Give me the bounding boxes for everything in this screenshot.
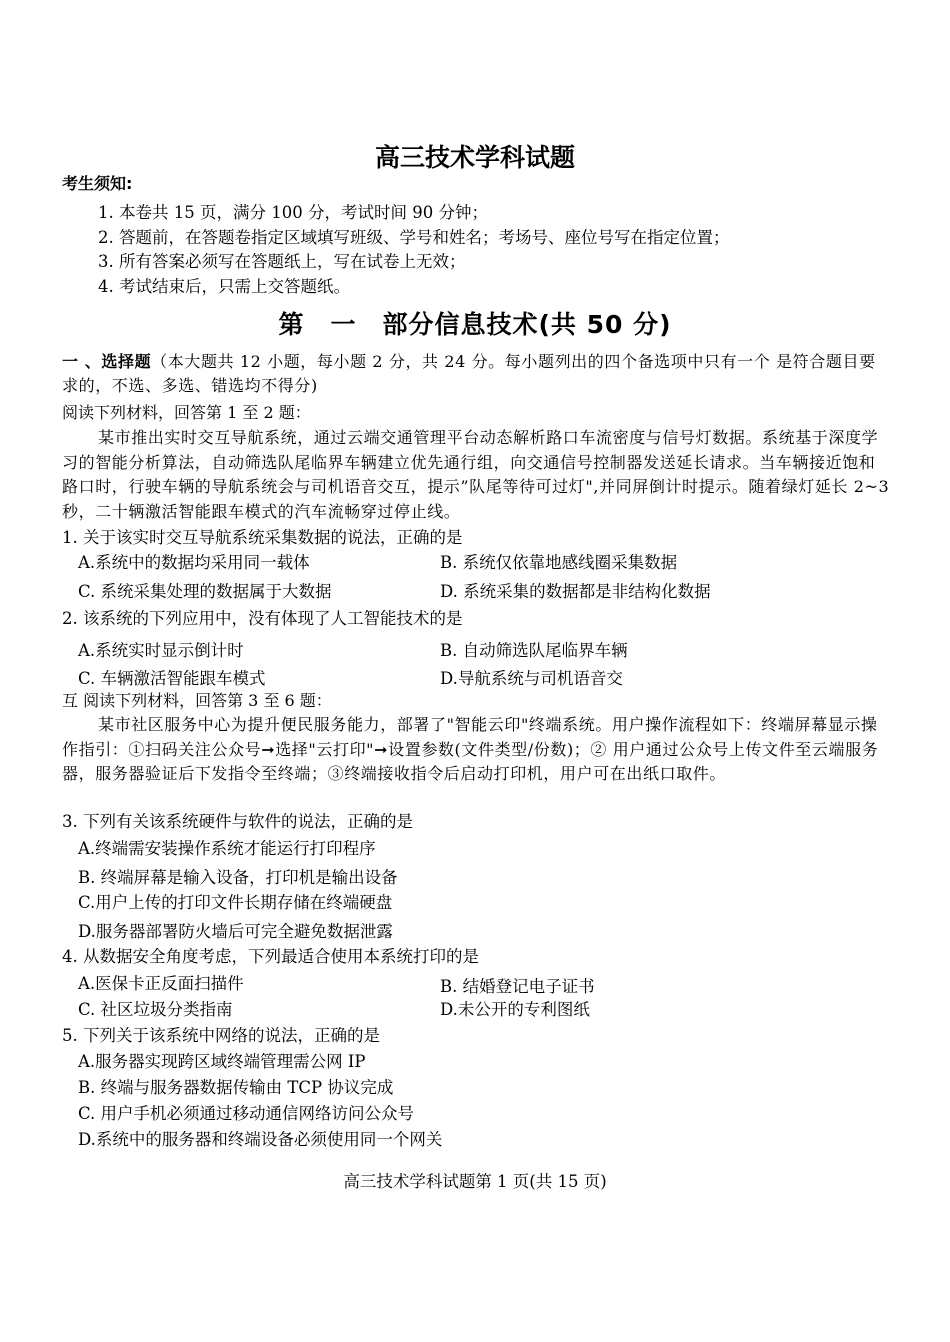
page-footer: 高三技术学科试题第 1 页(共 15 页) <box>343 1172 607 1191</box>
page-title: 高三技术学科试题 <box>374 143 575 172</box>
question-3-option-a: A.终端需安装操作系统才能运行打印程序 <box>78 839 376 858</box>
question-3-option-c: C.用户上传的打印文件长期存储在终端硬盘 <box>78 893 393 912</box>
question-5-option-d: D.系统中的服务器和终端设备必须使用同一个网关 <box>78 1130 443 1149</box>
question-1-stem: 1. 关于该实时交互导航系统采集数据的说法，正确的是 <box>62 528 463 547</box>
question-5-stem: 5. 下列关于该系统中网络的说法，正确的是 <box>62 1026 380 1045</box>
question-1-option-c: C. 系统采集处理的数据属于大数据 <box>78 582 332 601</box>
question-2-stem: 2. 该系统的下列应用中，没有体现了人工智能技术的是 <box>62 609 463 628</box>
material-1: 某市推出实时交互导航系统，通过云端交通管理平台动态解析路口车流密度与信号灯数据。系统基于深度学习的智能分析算法，自动筛选队尾临界车辆建立优先通行组，向交通信号控制器发送延长请求。当车辆接近饱和路口时，行驶车辆的导航系统会与司机语音交互，提示”队尾等待可过灯",并同屏倒计时提示。随着绿灯延长 2~3 秒，二十辆激活智能跟车模式的汽车流畅穿过停止线。 <box>62 428 890 521</box>
question-4-option-d: D.未公开的专利图纸 <box>440 1000 590 1019</box>
question-2-option-a: A.系统实时显示倒计时 <box>78 641 244 660</box>
question-4-option-a: A.医保卡正反面扫描件 <box>78 974 244 993</box>
notice-item: 2. 答题前，在答题卷指定区域填写班级、学号和姓名；考场号、座位号写在指定位置； <box>98 228 730 247</box>
notice-item: 3. 所有答案必须写在答题纸上，写在试卷上无效； <box>98 252 466 271</box>
part-instructions <box>62 350 890 398</box>
section-title: 第 一 部分信息技术(共 50 分) <box>278 310 672 339</box>
question-4-option-b: B. 结婚登记电子证书 <box>440 977 595 996</box>
reading-prompt-1: 阅读下列材料，回答第 1 至 2 题： <box>62 403 311 422</box>
question-4-option-c: C. 社区垃圾分类指南 <box>78 1000 233 1019</box>
notice-heading: 考生须知: <box>62 174 133 193</box>
question-2-option-d: D.导航系统与司机语音交 <box>440 669 623 688</box>
question-3-stem: 3. 下列有关该系统硬件与软件的说法，正确的是 <box>62 812 413 831</box>
part-description: （本大题共 12 小题，每小题 2 分，共 24 分。每小题列出的四个备选项中只有一个 是符合题目要求的，不选、多选、错选均不得分) <box>62 352 876 395</box>
question-2-option-b: B. 自动筛选队尾临界车辆 <box>440 641 628 660</box>
part-label: 一 、选择题 <box>62 352 152 371</box>
question-5-option-a: A.服务器实现跨区域终端管理需公网 IP <box>78 1052 366 1071</box>
question-5-option-c: C. 用户手机必须通过移动通信网络访问公众号 <box>78 1104 415 1123</box>
material-2: 某市社区服务中心为提升便民服务能力，部署了"智能云印"终端系统。用户操作流程如下：终端屏幕显示操作指引：①扫码关注公众号➞选择"云打印"➞设置参数(文件类型/份数)；② 用户通过公众号上传文件至云端服务器，服务器验证后下发指令至终端；③终端接收指令后启动打印机，用户可在出纸口取件。 <box>62 715 879 783</box>
reading-prompt-2: 互 阅读下列材料，回答第 3 至 6 题： <box>62 691 332 710</box>
question-4-stem: 4. 从数据安全角度考虑，下列最适合使用本系统打印的是 <box>62 947 479 966</box>
question-3-option-b: B. 终端屏幕是输入设备，打印机是输出设备 <box>78 868 398 887</box>
notice-item: 4. 考试结束后，只需上交答题纸。 <box>98 277 350 296</box>
question-1-option-b: B. 系统仅依靠地感线圈采集数据 <box>440 553 678 572</box>
question-1-option-a: A.系统中的数据均采用同一载体 <box>78 553 310 572</box>
question-2-option-c: C. 车辆激活智能跟车模式 <box>78 669 266 688</box>
notice-item: 1. 本卷共 15 页，满分 100 分，考试时间 90 分钟； <box>98 203 488 222</box>
question-1-option-d: D. 系统采集的数据都是非结构化数据 <box>440 582 711 601</box>
question-3-option-d: D.服务器部署防火墙后可完全避免数据泄露 <box>78 922 393 941</box>
question-5-option-b: B. 终端与服务器数据传输由 TCP 协议完成 <box>78 1078 394 1097</box>
